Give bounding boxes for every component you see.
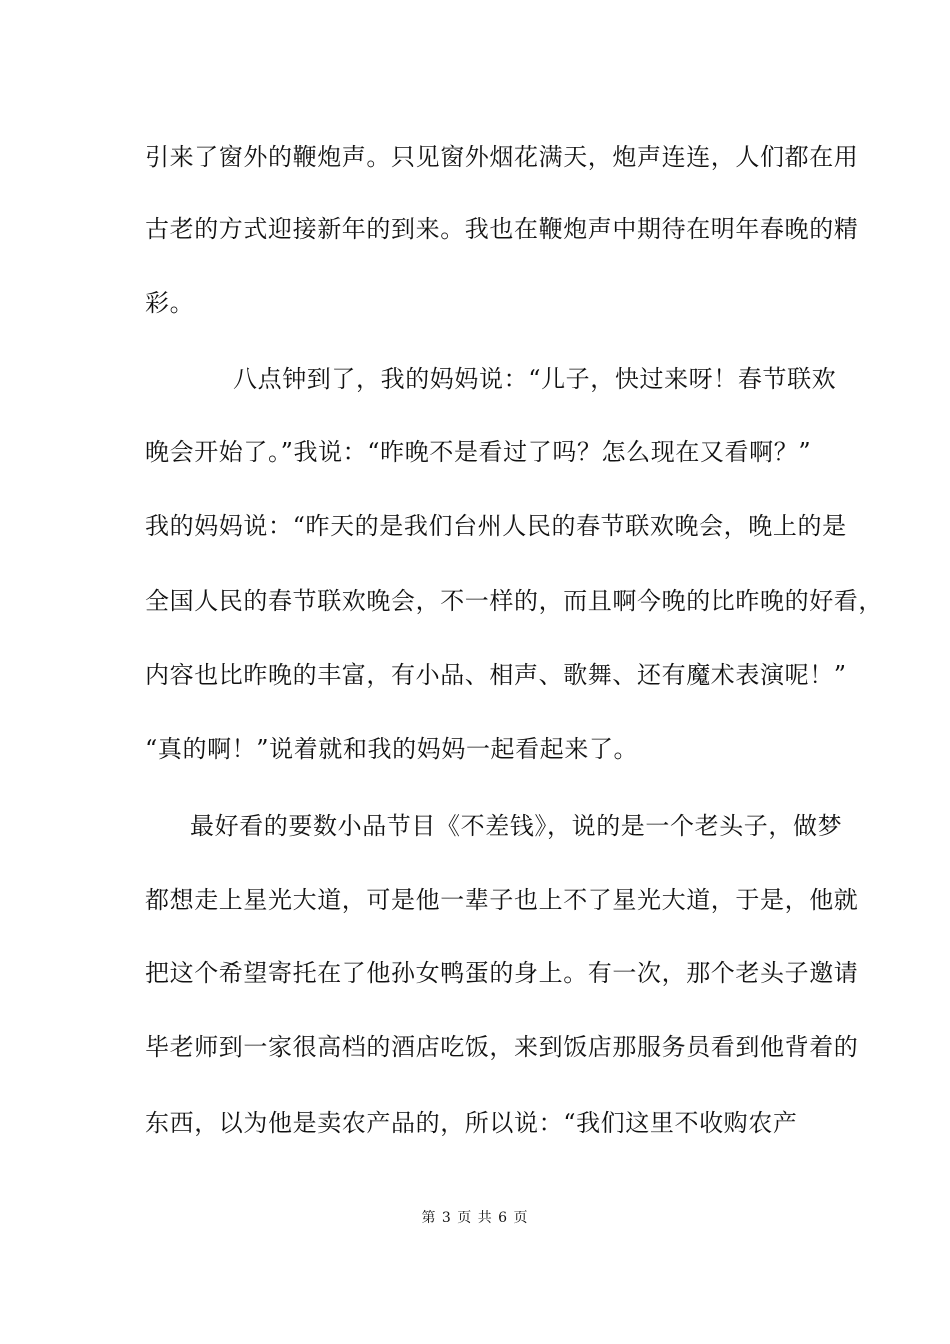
page-footer: 第 3 页 共 6 页 <box>421 1210 529 1226</box>
paragraph-line: “真的啊！”说着就和我的妈妈一起看起来了。 <box>145 735 639 763</box>
paragraph-line: 古老的方式迎接新年的到来。我也在鞭炮声中期待在明年春晚的精 <box>145 215 859 243</box>
paragraph-line: 我的妈妈说：“昨天的是我们台州人民的春节联欢晚会，晚上的是 <box>145 512 847 540</box>
paragraph-line: 毕老师到一家很高档的酒店吃饭，来到饭店那服务员看到他背着的 <box>145 1033 859 1061</box>
paragraph-line: 把这个希望寄托在了他孙女鸭蛋的身上。有一次，那个老头子邀请 <box>145 959 859 987</box>
paragraph-line: 内容也比昨晚的丰富，有小品、相声、歌舞、还有魔术表演呢！” <box>145 661 847 689</box>
paragraph-line: 东西，以为他是卖农产品的，所以说：“我们这里不收购农产 <box>145 1109 798 1137</box>
paragraph-line: 晚会开始了。”我说：“昨晚不是看过了吗？怎么现在又看啊？” <box>145 438 812 466</box>
paragraph-line: 引来了窗外的鞭炮声。只见窗外烟花满天，炮声连连，人们都在用 <box>145 143 859 171</box>
paragraph-line: 最好看的要数小品节目《不差钱》，说的是一个老头子，做梦 <box>190 812 843 840</box>
paragraph-line: 都想走上星光大道，可是他一辈子也上不了星光大道，于是，他就 <box>145 886 859 914</box>
paragraph-line: 全国人民的春节联欢晚会，不一样的，而且啊今晚的比昨晚的好看， <box>145 587 883 615</box>
paragraph-line: 八点钟到了，我的妈妈说：“儿子，快过来呀！春节联欢 <box>233 365 837 393</box>
paragraph-line: 彩。 <box>145 289 195 317</box>
